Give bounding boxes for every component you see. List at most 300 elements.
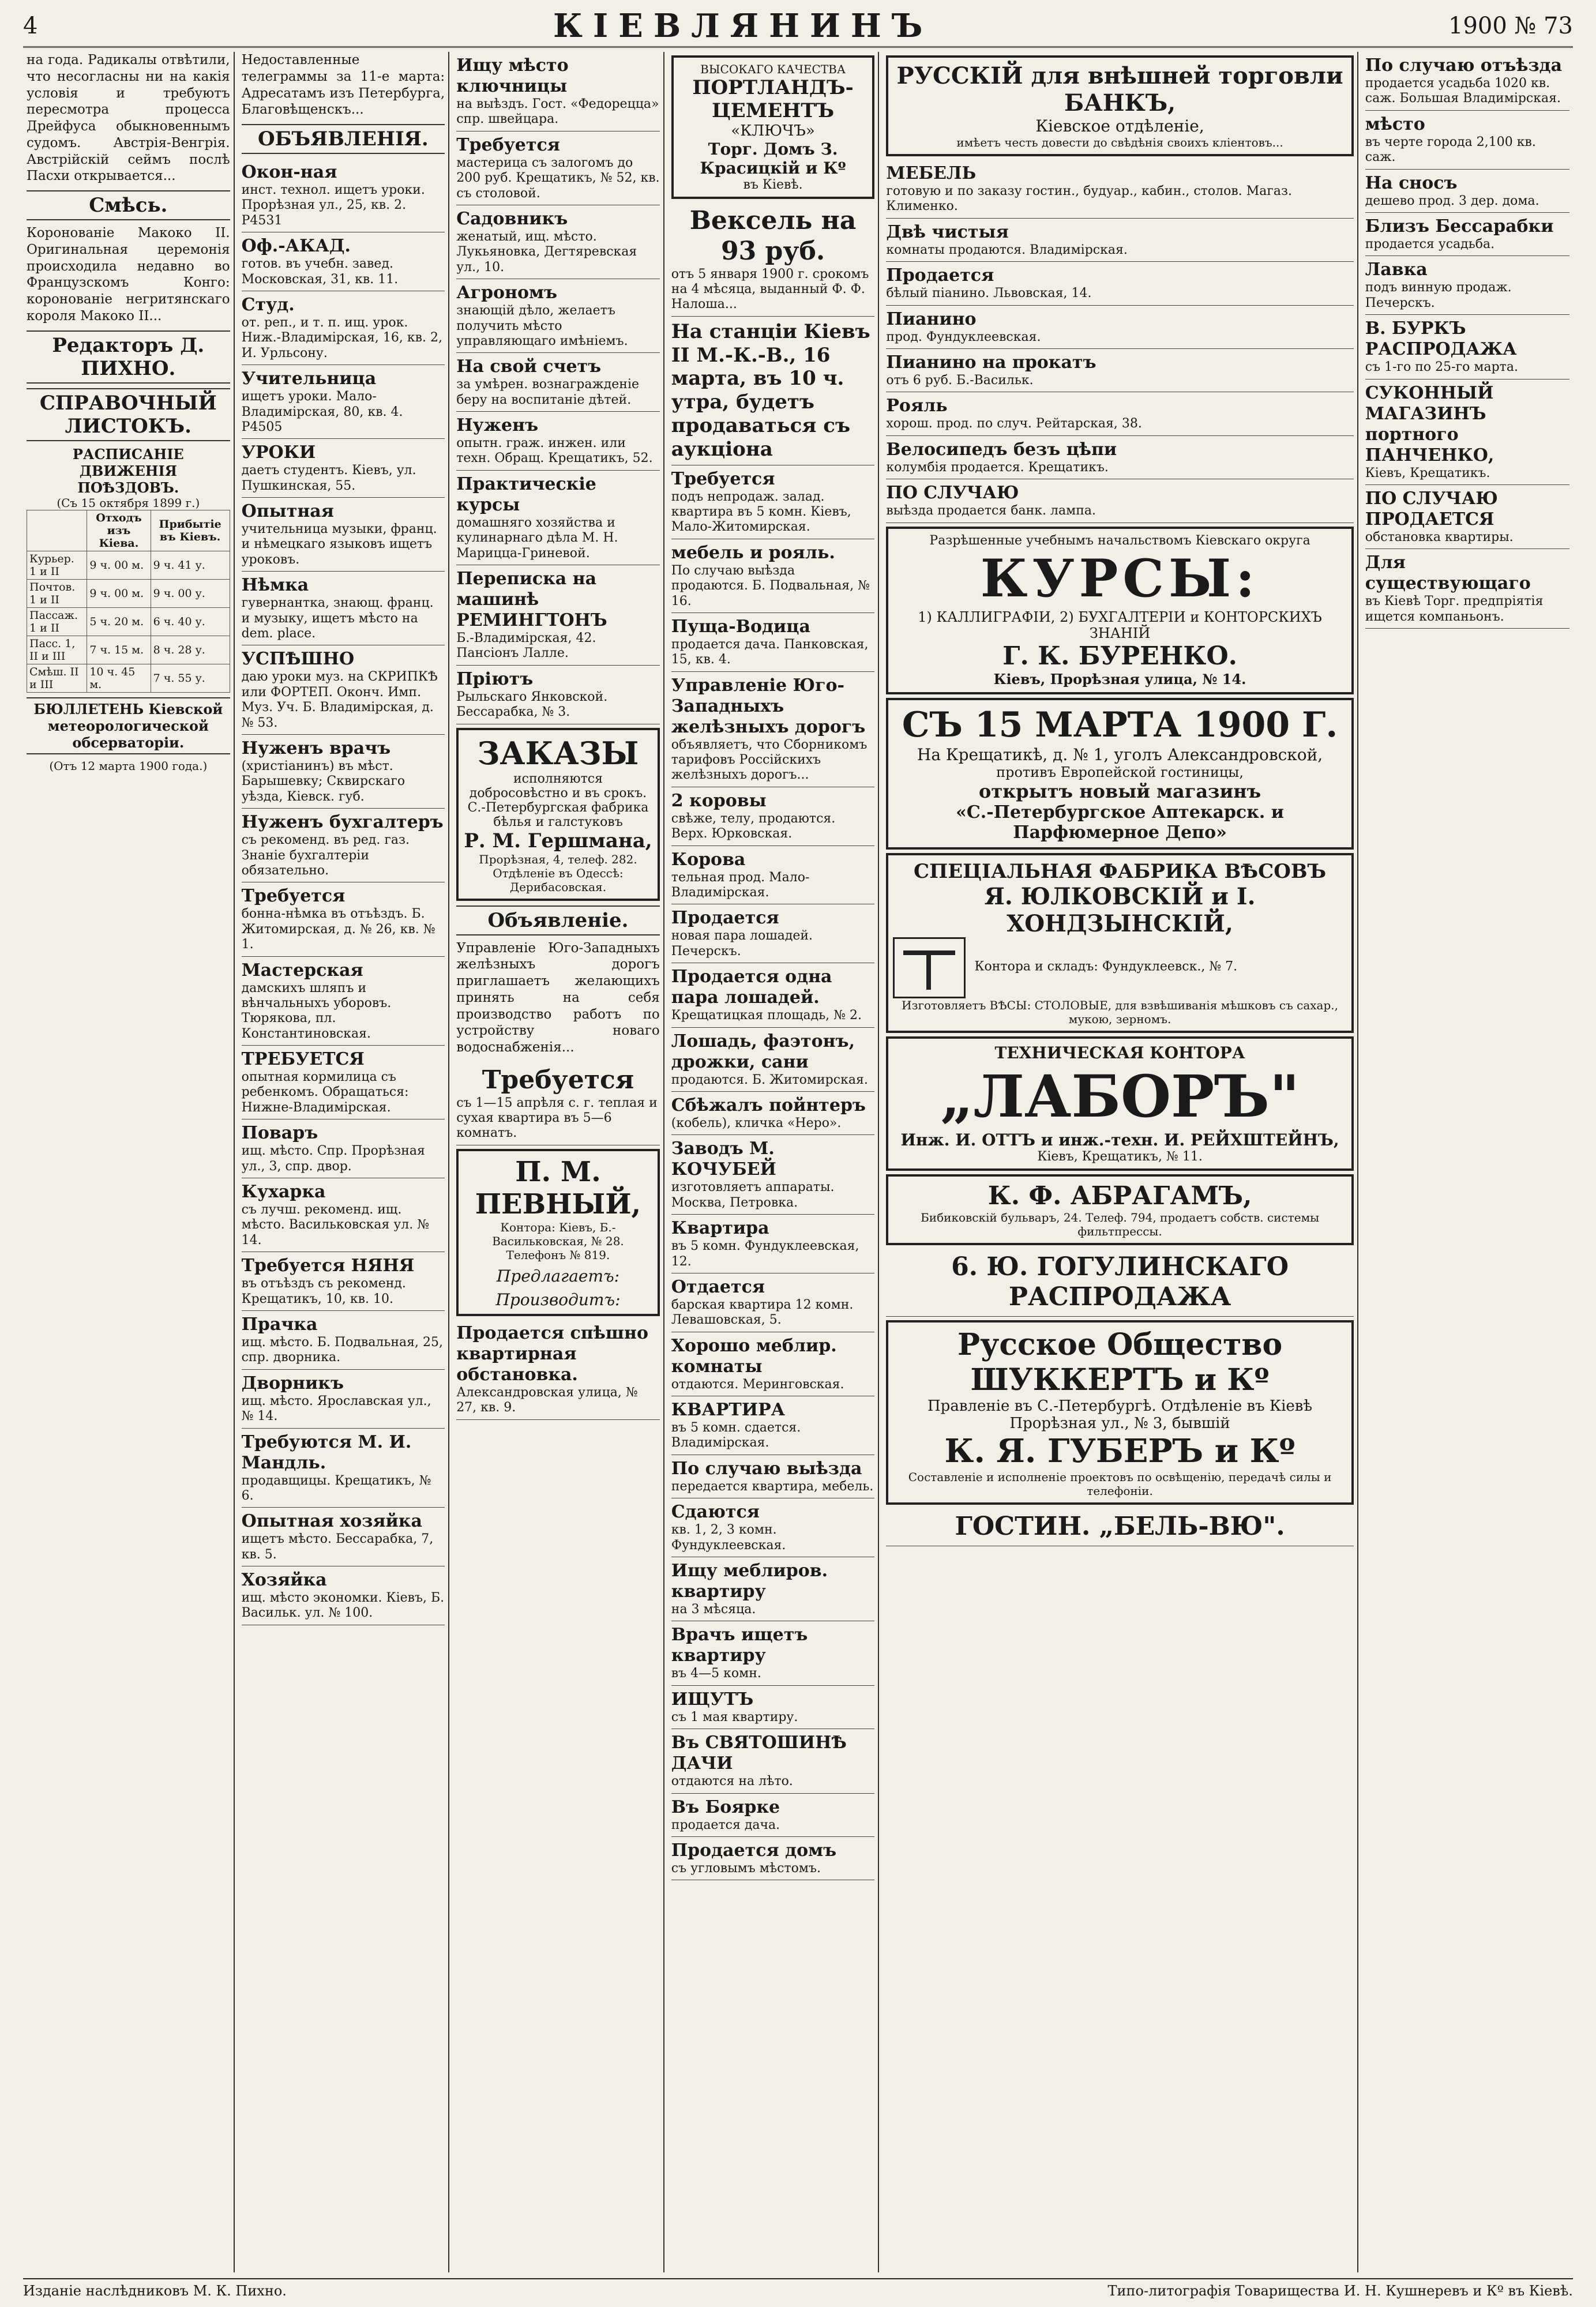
ad-text: ищ. мѣсто экономки. Кіевъ, Б. Васильк. ул. № 100.: [241, 1591, 445, 1621]
ad-text: Крещатицкая площадь, № 2.: [671, 1008, 862, 1023]
ad-headline: ПО СЛУЧАЮ: [886, 483, 1019, 504]
ad-headline: УСПѢШНО: [241, 649, 355, 670]
table-header-row: [27, 510, 230, 551]
classified-ad: [242, 1178, 445, 1252]
ad-headline: По случаю отъѣзда: [1365, 55, 1563, 76]
ad-company: Я. ЮЛКОВСКІЙ и І. ХОНДЗЫНСКІЙ,: [984, 882, 1256, 937]
ad-headline: Сбѣжалъ пойнтеръ: [671, 1095, 866, 1115]
table-cell: Курьер. 1 и II: [27, 551, 87, 579]
ad-text: опытн. граж. инжен. или техн. Обращ. Крещатикъ, 52.: [456, 436, 653, 466]
ad-headline: Врачъ ищетъ квартиру: [671, 1625, 808, 1666]
ad-headline: Дворникъ: [241, 1373, 344, 1393]
ad-text: мастерица съ залогомъ до 200 руб. Крещатикъ, № 52, кв. съ столовой.: [456, 155, 660, 201]
ad-text: въ черте города 2,100 кв. саж.: [1365, 134, 1536, 165]
publisher-line: Изданіе наслѣдниковъ М. К. Пихно.: [23, 2283, 287, 2299]
ad-text: (кобель), кличка «Неро».: [671, 1115, 842, 1130]
zakazy-ad: [456, 728, 660, 901]
ad-text: въ отъѣздъ съ рекоменд. Крещатикъ, 10, кв. 10.: [241, 1276, 406, 1306]
section-title-spravochny: СПРАВОЧНЫЙ ЛИСТОКЪ.: [27, 388, 230, 441]
classified-ad: [886, 1249, 1353, 1317]
ad-headline: Продается: [886, 265, 994, 286]
ad-text: даю уроки муз. на СКРИПКѢ или ФОРТЕП. Оконч. Имп. Муз. Уч. Б. Владимірская, д. № 53.: [241, 670, 438, 730]
table-cell: 8 ч. 28 у.: [151, 636, 230, 664]
editor-line: Редакторъ Д. ПИХНО.: [27, 330, 230, 384]
ad-text: передается квартира, мебель.: [671, 1479, 874, 1494]
printer-line: Типо-литографія Товарищества И. Н. Кушнеревъ и Кº въ Кіевѣ.: [1107, 2283, 1573, 2299]
ad-subheading: На Крещатикѣ, д. № 1, уголъ Александровской,: [917, 745, 1323, 764]
ad-text: инст. технол. ищетъ уроки. Прорѣзная ул., 25, кв. 2. Р4531: [241, 183, 425, 228]
table-row: [27, 636, 230, 664]
ad-text: тельная прод. Мало-Владимірская.: [671, 870, 810, 900]
ad-headline: Отдается: [671, 1276, 765, 1297]
classified-ad: [242, 1566, 445, 1625]
ad-subheading: Предлагаетъ:: [496, 1266, 620, 1286]
ad-address: Прорѣзная ул., № 3, бывшій: [1009, 1415, 1230, 1433]
classified-ad: [886, 160, 1353, 219]
column-4: [668, 52, 880, 2272]
classified-ad: [671, 1135, 875, 1215]
classified-ad: [671, 1455, 875, 1498]
ad-headline: Ищу меблиров. квартиру: [671, 1561, 828, 1602]
classified-ad: [242, 439, 445, 498]
table-header: [27, 510, 87, 551]
classified-ad: [456, 1062, 660, 1145]
classified-ad: [1365, 315, 1569, 379]
ad-text: на 3 мѣсяца.: [671, 1602, 756, 1617]
ad-text: ищ. мѣсто. Б. Подвальная, 25, спр. дворника.: [241, 1335, 444, 1365]
ad-text: Изготовляетъ ВѢСЫ: СТОЛОВЫЕ, для взвѣшиванія мѣшковъ съ сахар., мукою, зерномъ.: [902, 998, 1338, 1026]
classified-ad: [242, 957, 445, 1046]
masthead: [23, 6, 1573, 48]
ad-headline: 6. Ю. ГОГУЛИНСКАГО РАСПРОДАЖА: [951, 1252, 1289, 1312]
classified-ad: [456, 279, 660, 353]
classified-ad: [886, 479, 1353, 523]
classified-ad: [671, 539, 875, 613]
ad-headline: РУССКІЙ для внѣшней торговли БАНКЪ,: [896, 62, 1343, 117]
ad-company: П. М. ПЕВНЫЙ,: [475, 1155, 641, 1220]
ad-headline: Вексель на 93 руб.: [689, 206, 857, 266]
classified-ad: [886, 306, 1353, 349]
ad-subheading: 1) КАЛЛИГРАФІИ, 2) БУХГАЛТЕРІИ и КОНТОРСКИХЪ ЗНАНІЙ: [918, 608, 1322, 641]
ad-text: знающій дѣло, желаетъ получить мѣсто управляющаго имѣніемъ.: [456, 303, 628, 348]
apothecary-ad: [886, 698, 1353, 850]
ad-text: за умѣрен. вознагражденіе беру на воспитаніе дѣтей.: [456, 377, 640, 407]
ad-text: готов. въ учебн. завед. Московская, 31, кв. 11.: [241, 257, 399, 287]
weighing-scale-icon: [893, 937, 966, 998]
ad-company: Р. М. Гершмана,: [464, 829, 652, 852]
classified-ad: [671, 1686, 875, 1729]
classified-ad: [671, 1092, 875, 1135]
ad-headline: Мастерская: [241, 960, 363, 980]
classified-ad: [1365, 111, 1569, 170]
ad-headline: Нуженъ: [456, 415, 539, 436]
ad-text: подъ винную продаж. Печерскъ.: [1365, 280, 1512, 310]
table-row: [27, 607, 230, 636]
ad-subheading: открытъ новый магазинъ: [978, 780, 1261, 802]
ad-headline: „ЛАБОРЪ": [940, 1062, 1300, 1130]
classified-ad: [671, 1794, 875, 1837]
ad-headline: Сдаются: [671, 1502, 760, 1523]
ad-brand: «КЛЮЧЪ»: [731, 122, 815, 140]
ad-text: женатый, ищ. мѣсто. Лукьяновка, Дегтяревская ул., 10.: [456, 229, 637, 275]
ad-headline: Требуется НЯНЯ: [241, 1256, 415, 1276]
ad-text: объявляетъ, что Сборникомъ тарифовъ Россійскихъ желѣзныхъ дорогъ...: [671, 737, 868, 783]
newspaper-title: КІЕВЛЯНИНЪ: [553, 7, 933, 45]
classified-ads-list: [886, 160, 1353, 523]
page-columns: [23, 52, 1573, 2272]
ad-text: ищетъ уроки. Мало-Владимірская, 80, кв. 4. Р4505: [241, 389, 403, 434]
classified-ad: [1365, 170, 1569, 213]
classified-ad: [671, 1557, 875, 1621]
ad-headline: Корова: [671, 849, 746, 870]
ad-text: ищ. мѣсто. Ярославская ул., № 14.: [241, 1393, 431, 1424]
classified-ad: [671, 846, 875, 905]
table-cell: 5 ч. 20 м.: [87, 607, 151, 636]
classified-ad: [671, 963, 875, 1027]
ad-text: имѣетъ честь довести до свѣдѣнія своихъ кліентовъ...: [956, 136, 1283, 149]
ad-subheading: Производитъ:: [495, 1290, 621, 1309]
ad-text: съ 1 мая квартиру.: [671, 1709, 798, 1724]
classified-ad: [671, 787, 875, 846]
classified-ad: [1365, 380, 1569, 485]
ad-text: дешево прод. 3 дер. дома.: [1365, 193, 1539, 208]
ad-headline: Ищу мѣсто ключницы: [456, 55, 569, 96]
classified-ad: [456, 471, 660, 565]
table-cell: 7 ч. 55 у.: [151, 664, 230, 692]
ad-headline: Нѣмка: [241, 575, 309, 596]
ad-headline: Студ.: [241, 294, 295, 315]
ad-text: домашняго хозяйства и кулинарнаго дѣла М. Н. Марицца-Гриневой.: [456, 515, 618, 561]
classified-ad: [242, 365, 445, 439]
table-row: [27, 579, 230, 607]
meteo-date: (Отъ 12 марта 1900 года.): [49, 758, 208, 773]
classified-ad: [456, 1320, 660, 1420]
classified-ad: [456, 412, 660, 471]
ad-headline: КВАРТИРА: [671, 1400, 786, 1421]
ad-text: продавщицы. Крещатикъ, № 6.: [241, 1473, 431, 1503]
ad-subheading: Кіевское отдѣленіе,: [1035, 117, 1204, 136]
classified-ads-list: [671, 465, 875, 1881]
table-cell: 9 ч. 41 у.: [151, 551, 230, 579]
ad-text: продается дача. Панковская, 15, кв. 4.: [671, 637, 869, 667]
ad-headline: Пианино на прокатъ: [886, 352, 1096, 373]
ad-subheading: Правленіе въ С.-Петербургѣ. Отдѣленіе въ Кіевѣ: [927, 1397, 1313, 1415]
ad-text: съ 1—15 апрѣля с. г. теплая и сухая квартира въ 5—6 комнатъ.: [456, 1095, 658, 1141]
ad-headline: Агрономъ: [456, 283, 558, 303]
classified-ads-list: [1365, 52, 1569, 629]
ad-address: Контора и складъ: Фундуклеевск., № 7.: [974, 959, 1238, 974]
classified-ad: [1365, 213, 1569, 256]
column-2: [238, 52, 450, 2272]
ad-headline: Близъ Бессарабки: [1365, 216, 1554, 236]
ad-headline: Въ Боярке: [671, 1797, 780, 1817]
classified-ad: [242, 1119, 445, 1178]
classified-ad: [886, 1508, 1353, 1546]
classified-ad: [671, 1729, 875, 1793]
classified-ad: [671, 1621, 875, 1685]
ad-headline: УРОКИ: [241, 442, 316, 463]
classified-ad: [456, 666, 660, 724]
classified-ad: [242, 645, 445, 735]
ad-headline: Переписка на машинѣ РЕМИНГТОНЪ: [456, 569, 607, 631]
classified-ad: [456, 131, 660, 205]
ad-text: съ угловымъ мѣстомъ.: [671, 1861, 821, 1876]
ad-company: Г. К. БУРЕНКО.: [1002, 641, 1237, 671]
classified-ad: [242, 291, 445, 365]
ad-headline: Хорошо меблир. комнаты: [671, 1335, 837, 1377]
ad-text: отъ 6 руб. Б.-Васильк.: [886, 373, 1034, 388]
objavlenie-text: Управленіе Юго-Западныхъ желѣзныхъ дорогъ приглашаетъ желающихъ принять на себя производство работъ по устройству новаго водоснабженія...: [456, 940, 660, 1055]
ad-headline: Лошадь, фаэтонъ, дрожки, сани: [671, 1031, 855, 1072]
article-intro: на года. Радикалы отвѣтили, что несогласны ни на какія условія и требуютъ пересмотра процесса Дрейфуса обыкновеннымъ судомъ. Австрія-Венгрія. Австрійскій сеймъ послѣ Пасхи открывается...: [27, 52, 230, 184]
classified-ad: [1365, 256, 1569, 315]
ad-headline: ГОСТИН. „БЕЛЬ-ВЮ".: [955, 1512, 1285, 1542]
ad-text: даетъ студентъ. Кіевъ, ул. Пушкинская, 55.: [241, 463, 416, 493]
ad-text: ищетъ мѣсто. Бессарабка, 7, кв. 5.: [241, 1532, 434, 1562]
schedule-title: РАСПИСАНІЕ ДВИЖЕНІЯ ПОѢЗДОВЪ.: [72, 445, 184, 496]
classified-ad: [242, 1429, 445, 1508]
article-smes: Коронованіе Макоко II. Оригинальная церемонія происходила недавно во Французскомъ Конго: коронованіе негритянскаго короля Макоко II...: [27, 226, 230, 324]
classified-ad: [242, 572, 445, 645]
page-footer: [23, 2278, 1573, 2302]
ad-subheading: противъ Европейской гостиницы,: [996, 764, 1244, 780]
ad-text: учительница музыки, франц. и нѣмецкаго языковъ ищетъ уроковъ.: [241, 522, 437, 567]
classified-ad: [242, 735, 445, 809]
classified-ad: [242, 882, 445, 956]
classified-ad: [671, 1028, 875, 1092]
classified-ad: [671, 613, 875, 672]
classified-ad: [242, 1508, 445, 1566]
ad-headline: ПОРТЛАНДЪ-ЦЕМЕНТЪ: [692, 76, 854, 122]
ad-text: въ 5 комн. Фундуклеевская, 12.: [671, 1239, 859, 1269]
ad-headline: Хозяйка: [241, 1570, 327, 1591]
ad-headline: Для существующаго: [1365, 553, 1531, 594]
ad-text: съ 1-го по 25-го марта.: [1365, 360, 1518, 375]
ad-headline: Окон-ная: [241, 162, 337, 182]
ad-headline: На станціи Кіевъ II М.-К.-В., 16 марта, въ 10 ч. утра, будетъ продаваться съ аукціона: [671, 320, 870, 461]
classified-ad: [671, 465, 875, 539]
ad-headline: Практическіе курсы: [456, 474, 596, 515]
table-cell: Смѣш. II и III: [27, 664, 87, 692]
ad-headline: ТРЕБУЕТСЯ: [241, 1049, 365, 1070]
ad-headline: Русское Общество ШУККЕРТЪ и Кº: [957, 1327, 1283, 1398]
train-schedule-table: [27, 510, 230, 693]
ad-text: Б.-Владимірская, 42. Пансіонъ Лалле.: [456, 631, 596, 661]
issue-number: 1900 № 73: [1448, 13, 1573, 39]
classified-ad: [671, 904, 875, 963]
table-row: [27, 551, 230, 579]
section-title-objavlenie: Объявленіе.: [456, 905, 660, 935]
ad-headline: Кухарка: [241, 1182, 326, 1203]
table-header: Прибытіе въ Кіевъ.: [151, 510, 230, 551]
ad-headline: СПЕЦІАЛЬНАЯ ФАБРИКА ВѢСОВЪ: [914, 859, 1327, 883]
ad-headline: Велосипедъ безъ цѣпи: [886, 439, 1117, 460]
ad-headline: В. БУРКЪ РАСПРОДАЖА: [1365, 318, 1517, 360]
section-title-ads: ОБЪЯВЛЕНІЯ.: [242, 124, 445, 154]
schedule-subtitle: (Съ 15 октября 1899 г.): [57, 495, 200, 510]
ad-text: от. реп., и т. п. ищ. урок. Ниж.-Владимірская, 16, кв. 2, И. Урльсону.: [241, 315, 442, 360]
classified-ad: [242, 159, 445, 232]
column-5: [883, 52, 1358, 2272]
ad-text: обстановка квартиры.: [1365, 529, 1514, 544]
classified-ad: [671, 1332, 875, 1396]
ad-headline: Нуженъ бухгалтеръ: [241, 812, 444, 833]
ad-text: новая пара лошадей. Печерскъ.: [671, 929, 813, 959]
ad-headline: Двѣ чистыя: [886, 221, 1009, 242]
ad-headline: Въ СВЯТОШИНѢ ДАЧИ: [671, 1733, 847, 1774]
ad-headline: мебель и рояль.: [671, 542, 835, 563]
ad-text: бѣлый піанино. Львовская, 14.: [886, 286, 1092, 301]
telegrams-notice: Недоставленные телеграммы за 11-е марта: Адресатамъ изъ Петербурга, Благовѣщенскъ...: [241, 52, 445, 118]
ad-company: Инж. И. ОТТЪ и инж.-техн. И. РЕЙХШТЕЙНЪ,: [900, 1130, 1339, 1149]
ad-headline: 2 коровы: [671, 790, 767, 811]
ad-headline: Квартира: [671, 1218, 769, 1239]
ad-headline: Опытная хозяйка: [241, 1511, 422, 1532]
classified-ad: [1365, 52, 1569, 111]
classified-ad: [671, 672, 875, 787]
page-number: 4: [23, 13, 38, 39]
pevny-ad: [456, 1149, 660, 1316]
ad-headline: Требуются М. И. Мандль.: [241, 1431, 412, 1473]
ad-text: ищ. мѣсто. Спр. Прорѣзная ул., 3, спр. двор.: [241, 1144, 425, 1174]
classified-ad: [242, 232, 445, 291]
ad-address: въ Кіевѣ.: [743, 178, 803, 192]
table-cell: Почтов. 1 и II: [27, 579, 87, 607]
table-cell: 7 ч. 15 м.: [87, 636, 151, 664]
table-header: Отходъ изъ Кіева.: [87, 510, 151, 551]
ad-headline: Пианино: [886, 309, 977, 329]
ad-text: свѣже, телу, продаются. Верх. Юрковская.: [671, 811, 836, 841]
ad-text: изготовляетъ аппараты. Москва, Петровка.: [671, 1180, 835, 1210]
ad-company: К. Я. ГУБЕРЪ и Кº: [944, 1432, 1295, 1471]
ad-headline: Пуща-Водица: [671, 616, 810, 637]
classified-ad: [671, 317, 875, 465]
ad-text: въ Кіевѣ Торг. предпріятія ищется компаньонъ.: [1365, 594, 1544, 624]
ad-headline: Требуется: [671, 468, 775, 489]
ad-text: барская квартира 12 комн. Левашовская, 5.: [671, 1297, 854, 1328]
ad-headline: МЕБЕЛЬ: [886, 163, 977, 183]
ad-text: колумбія продается. Крещатикъ.: [886, 460, 1109, 475]
classified-ad: [671, 1396, 875, 1455]
ad-text: готовую и по заказу гостин., будуар., кабин., столов. Магаз. Клименко.: [886, 184, 1292, 214]
classified-ad: [671, 1273, 875, 1332]
ad-headline: Поваръ: [241, 1123, 318, 1144]
ad-text: Бибиковскій бульваръ, 24. Телеф. 794, продаетъ собств. системы фильтпрессы.: [921, 1210, 1320, 1238]
ad-headline: К. Ф. АБРАГАМЪ,: [987, 1181, 1252, 1211]
ad-address: Кіевъ, Прорѣзная улица, № 14.: [993, 670, 1246, 687]
table-row: [27, 664, 230, 692]
table-cell: 9 ч. 00 м.: [87, 551, 151, 579]
ad-headline: ПО СЛУЧАЮ ПРОДАЕТСЯ: [1365, 488, 1498, 529]
classified-ad: [886, 219, 1353, 262]
ad-preheading: Разрѣшенные учебнымъ начальствомъ Кіевскаго округа: [929, 533, 1310, 548]
ad-text: съ лучш. рекоменд. ищ. мѣсто. Васильковская ул. № 14.: [241, 1203, 430, 1248]
classified-ad: [242, 1046, 445, 1119]
table-cell: 6 ч. 40 у.: [151, 607, 230, 636]
ad-text: отдаются. Меринговская.: [671, 1377, 844, 1392]
ad-headline: Рояль: [886, 396, 948, 416]
classified-ads-list: [456, 52, 660, 724]
ad-preheading: ВЫСОКАГО КАЧЕСТВА: [700, 62, 846, 76]
classified-ad: [671, 1215, 875, 1273]
ad-headline: На сносъ: [1365, 172, 1458, 193]
ad-address: Контора: Кіевъ, Б.-Васильковская, № 28. Телефонъ № 819.: [492, 1220, 624, 1262]
column-1: [23, 52, 235, 2272]
ad-text: исполняются добросовѣстно и въ срокъ. С.-Петербургская фабрика бѣлья и галстуковъ: [467, 771, 649, 829]
ad-headline: Заводъ М. КОЧУБЕЙ: [671, 1139, 776, 1180]
classified-ad: [242, 1252, 445, 1311]
ad-text: продается усадьба 1020 кв. саж. Большая Владимірская.: [1365, 76, 1561, 106]
ad-text: кв. 1, 2, 3 комн. Фундуклеевская.: [671, 1523, 786, 1553]
classified-ad: [242, 1311, 445, 1370]
ad-text: бонна-нѣмка въ отъѣздъ. Б. Житомирская, д. № 26, кв. № 1.: [241, 907, 435, 952]
ad-headline: Продается домъ: [671, 1840, 837, 1861]
ad-address: Прорѣзная, 4, телеф. 282. Отдѣленіе въ Одессѣ: Дерибасовская.: [479, 852, 637, 894]
classified-ad: [242, 809, 445, 882]
ad-text: отъ 5 января 1900 г. срокомъ на 4 мѣсяца, выданный Ф. Ф. Налоша...: [671, 266, 869, 312]
table-cell: 10 ч. 45 м.: [87, 664, 151, 692]
ad-headline: ИЩУТЪ: [671, 1689, 754, 1709]
ad-text: дамскихъ шляпъ и вѣнчальныхъ уборовъ. Тюрякова, пл. Константиновская.: [241, 980, 392, 1041]
ad-headline: СЪ 15 МАРТА 1900 Г.: [902, 704, 1338, 745]
ad-headline: Лавка: [1365, 260, 1428, 280]
classified-ad: [886, 392, 1353, 435]
labor-ad: [886, 1036, 1353, 1171]
ad-text: продается дача.: [671, 1817, 780, 1832]
classified-ad: [456, 205, 660, 279]
classified-ads-list: [242, 159, 445, 1625]
ad-text: Кіевъ, Крещатикъ.: [1365, 465, 1490, 480]
ad-preheading: ТЕХНИЧЕСКАЯ КОНТОРА: [994, 1043, 1245, 1062]
table-cell: Пасс. 1, II и III: [27, 636, 87, 664]
ad-headline: Продается одна пара лошадей.: [671, 967, 832, 1008]
ad-text: съ рекоменд. въ ред. газ. Знаніе бухгалтеріи обязательно.: [241, 833, 410, 878]
ad-text: въ 4—5 комн.: [671, 1666, 761, 1681]
ad-headline: Продается спѣшно квартирная обстановка.: [456, 1322, 649, 1385]
classified-ad: [671, 1498, 875, 1557]
ad-headline: По случаю выѣзда: [671, 1458, 862, 1479]
ad-headline: Управленіе Юго-Западныхъ желѣзныхъ дорогъ: [671, 675, 866, 737]
classified-ad: [242, 498, 445, 572]
ad-text: Составленіе и исполненіе проектовъ по освѣщенію, передачѣ силы и телефоніи.: [908, 1470, 1332, 1498]
ad-headline: Прачка: [241, 1314, 318, 1335]
abragam-ad: [886, 1174, 1353, 1245]
ad-headline: Требуется: [456, 134, 560, 155]
ad-text: отдаются на лѣто.: [671, 1774, 793, 1789]
ad-text: Рыльскаго Янковской. Бессарабка, № 3.: [456, 689, 608, 720]
ad-address: Кіевъ, Крещатикъ, № 11.: [1037, 1149, 1203, 1164]
ad-headline: Садовникъ: [456, 208, 568, 229]
bank-ad: [886, 55, 1353, 156]
ad-text: прод. Фундуклеевская.: [886, 329, 1041, 344]
classified-ad: [886, 436, 1353, 479]
ad-headline: Пріютъ: [456, 668, 534, 689]
ad-text: Александровская улица, № 27, кв. 9.: [456, 1385, 638, 1415]
ad-text: продается усадьба.: [1365, 236, 1495, 251]
classified-ad: [242, 1370, 445, 1429]
classified-ad: [886, 262, 1353, 305]
ad-headline: На свой счетъ: [456, 356, 602, 377]
ad-text: выѣзда продается банк. лампа.: [886, 504, 1096, 518]
column-3: [453, 52, 664, 2272]
ad-text: (христіанинъ) въ мѣст. Барышевку; Сквирскаго уѣзда, Кіевск. губ.: [241, 758, 405, 804]
ad-headline: Оф.-АКАД.: [241, 236, 351, 257]
ad-headline: Продается: [671, 908, 779, 929]
ad-headline: Требуется: [241, 886, 346, 907]
column-6: [1362, 52, 1573, 2272]
classified-ad: [456, 353, 660, 412]
classified-ad: [1365, 549, 1569, 629]
